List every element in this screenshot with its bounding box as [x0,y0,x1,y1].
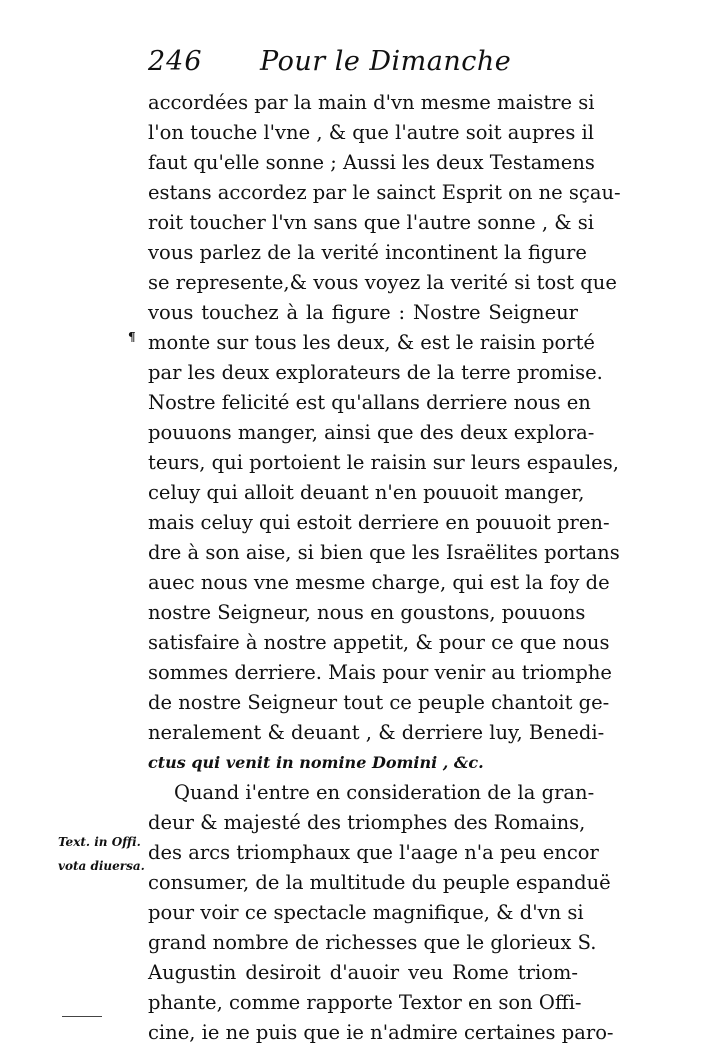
text-line: des arcs triomphaux que l'aage n'a peu encor [148,841,599,864]
text-line: grand nombre de richesses que le glorieux S. [148,931,597,954]
text-line: cine, ie ne puis que ie n'admire certaines paro- [148,1021,614,1044]
text-line: accordées par la main d'vn mesme maistre si [148,91,595,114]
text-line: Nostre felicité est qu'allans derriere nous en [148,391,591,414]
text-line: deur & majesté des triomphes des Romains, [148,811,586,834]
text-line: neralement & deuant , & derriere luy, Benedi- [148,721,605,744]
text-line: auec nous vne mesme charge, qui est la foy de [148,571,610,594]
text-line: par les deux explorateurs de la terre promise. [148,361,603,384]
page-number: 246 [148,46,203,77]
text-line: estans accordez par le sainct Esprit on ne sçau- [148,181,621,204]
text-line: celuy qui alloit deuant n'en pouuoit manger, [148,481,585,504]
margin-note-line: vota diuersa. [58,859,145,873]
text-line: pour voir ce spectacle magnifique, & d'vn si [148,901,584,924]
text-line: vous touchez à la figure : Nostre Seigneur [148,301,578,324]
text-line: phante, comme rapporte Textor en son Offi- [148,991,582,1014]
margin-note [58,830,145,878]
text-line: Augustin desiroit d'auoir veu Rome triom- [148,961,578,984]
text-line: vous parlez de la verité incontinent la figure [148,241,587,264]
text-line: faut qu'elle sonne ; Aussi les deux Testamens [148,151,595,174]
text-line: sommes derriere. Mais pour venir au triomphe [148,661,612,684]
page-header [148,46,578,86]
text-line: pouuons manger, ainsi que des deux explora- [148,421,595,444]
paragraph-start-line: Quand i'entre en consideration de la gran- [174,781,595,804]
text-line: monte sur tous les deux, & est le raisin porté [148,331,595,354]
text-line: l'on touche l'vne , & que l'autre soit aupres il [148,121,594,144]
latin-quote-line: ctus qui venit in nomine Domini , &c. [148,753,484,772]
margin-mark: ¶ [128,330,136,344]
text-line: satisfaire à nostre appetit, & pour ce que nous [148,631,610,654]
text-line: de nostre Seigneur tout ce peuple chantoit ge- [148,691,610,714]
running-title: Pour le Dimanche [260,46,512,77]
text-line: dre à son aise, si bien que les Israëlites portans [148,541,620,564]
text-line: roit toucher l'vn sans que l'autre sonne , & si [148,211,595,234]
text-line: se represente,& vous voyez la verité si tost que [148,271,617,294]
bottom-rule [62,1016,102,1017]
text-line: consumer, de la multitude du peuple espanduë [148,871,611,894]
text-line: teurs, qui portoient le raisin sur leurs espaules, [148,451,619,474]
text-line: mais celuy qui estoit derriere en pouuoit pren- [148,511,610,534]
margin-note-line: Text. in Offi. [58,835,141,849]
text-line: nostre Seigneur, nous en goustons, pouuons [148,601,586,624]
